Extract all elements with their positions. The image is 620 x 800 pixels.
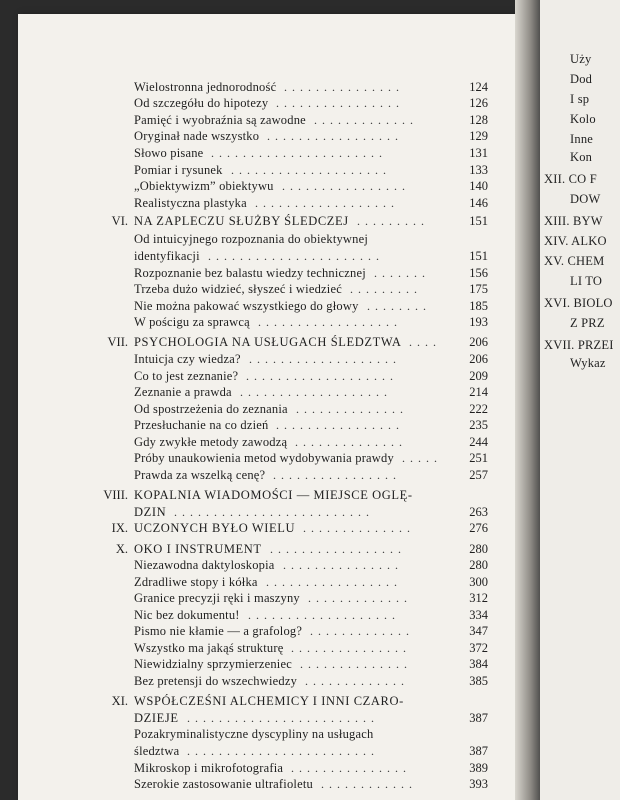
entry-title: Pamięć i wyobraźnia są zawodne <box>134 113 306 127</box>
entry-title: Gdy zwykłe metody zawodzą <box>134 435 288 449</box>
leader-dots: ......... <box>357 214 429 228</box>
toc-subsection-row <box>18 450 523 466</box>
leader-dots: .... <box>409 335 441 349</box>
toc-subsection-row <box>18 640 523 656</box>
entry-title: Zdradliwe stopy i kółka <box>134 575 258 589</box>
toc-subsection-row <box>18 726 523 742</box>
page-number: 146 <box>469 196 488 210</box>
leader-dots: ................. <box>267 129 403 143</box>
entry-title: PSYCHOLOGIA NA USŁUGACH ŚLEDZTWA <box>134 335 402 349</box>
page-number: 334 <box>469 608 488 622</box>
page-number: 300 <box>469 575 488 589</box>
toc-chapter-row <box>18 334 523 350</box>
toc-subsection-row <box>18 776 523 792</box>
entry-title: Niezawodna daktyloskopia <box>134 558 275 572</box>
entry-title: Nic bez dokumentu! <box>134 608 240 622</box>
page-number: 206 <box>469 335 488 349</box>
page-number: 347 <box>469 624 488 638</box>
page-number: 251 <box>469 451 488 465</box>
toc-subsection-row <box>18 112 523 128</box>
entry-title: Zeznanie a prawda <box>134 385 232 399</box>
right-page-text: XIV. ALKO <box>544 234 607 248</box>
leader-dots: ........ <box>367 299 431 313</box>
toc-subsection-row <box>18 743 523 759</box>
leader-dots: ............... <box>291 641 411 655</box>
leader-dots: .............. <box>295 435 407 449</box>
right-page-text: XVII. PRZEI <box>544 338 614 352</box>
entry-title: Od spostrzeżenia do zeznania <box>134 402 288 416</box>
chapter-number: VII. <box>107 335 128 349</box>
entry-title: Bez pretensji do wszechwiedzy <box>134 674 298 688</box>
entry-title: Realistyczna plastyka <box>134 196 247 210</box>
entry-title: Słowo pisane <box>134 146 204 160</box>
page-number: 129 <box>469 129 488 143</box>
page-number: 387 <box>469 744 488 758</box>
toc-subsection-row <box>18 231 523 247</box>
leader-dots: ........................ <box>187 711 379 725</box>
toc-subsection-row <box>18 248 523 264</box>
leader-dots: ..... <box>402 451 442 465</box>
leader-dots: .............. <box>296 402 408 416</box>
page-number: 133 <box>469 163 488 177</box>
entry-title: Co to jest zeznanie? <box>134 369 239 383</box>
page-number: 175 <box>469 282 488 296</box>
right-page-text: Uży <box>570 52 592 66</box>
entry-title: UCZONYCH BYŁO WIELU <box>134 521 296 535</box>
page-number: 280 <box>469 542 488 556</box>
leader-dots: ...................... <box>208 249 384 263</box>
leader-dots: ............. <box>305 674 409 688</box>
entry-title: śledztwa <box>134 744 180 758</box>
entry-title: Od intuicyjnego rozpoznania do obiektywnej <box>134 232 369 246</box>
entry-title: Przesłuchanie na co dzień <box>134 418 269 432</box>
right-page-text: DOW <box>570 192 601 206</box>
toc-subsection-row <box>18 162 523 178</box>
toc-subsection-row <box>18 298 523 314</box>
toc-chapter-row <box>18 520 523 536</box>
entry-title: Wielostronna jednorodność <box>134 80 277 94</box>
toc-subsection-row <box>18 607 523 623</box>
leader-dots: ........................ <box>187 744 379 758</box>
toc-chapter-row <box>18 541 523 557</box>
leader-dots: ................. <box>266 575 402 589</box>
leader-dots: ............. <box>310 624 414 638</box>
toc-subsection-row <box>18 351 523 367</box>
toc-subsection-row <box>18 434 523 450</box>
page-number: 126 <box>469 96 488 110</box>
book-gutter <box>515 0 543 800</box>
toc-chapter-row <box>18 710 523 726</box>
entry-title: DZIN <box>134 505 167 519</box>
leader-dots: ......... <box>350 282 422 296</box>
entry-title: Pomiar i rysunek <box>134 163 223 177</box>
entry-title: Pozakryminalistyczne dyscypliny na usługach <box>134 727 374 741</box>
entry-title: OKO I INSTRUMENT <box>134 542 262 556</box>
entry-title: W pościgu za sprawcą <box>134 315 250 329</box>
leader-dots: ............... <box>291 761 411 775</box>
page-number: 222 <box>469 402 488 416</box>
toc-subsection-row <box>18 673 523 689</box>
page-number: 140 <box>469 179 488 193</box>
page-number: 214 <box>469 385 488 399</box>
right-page-text: Kolo <box>570 112 596 126</box>
page-number: 385 <box>469 674 488 688</box>
toc-subsection-row <box>18 384 523 400</box>
toc-chapter-row <box>18 693 523 709</box>
leader-dots: ...................... <box>211 146 387 160</box>
leader-dots: ............. <box>314 113 418 127</box>
right-page-text: Inne <box>570 132 594 146</box>
entry-title: Szerokie zastosowanie ultrafioletu <box>134 777 313 791</box>
leader-dots: ....... <box>374 266 430 280</box>
leader-dots: ................... <box>248 608 400 622</box>
entry-title: „Obiektywizm” obiektywu <box>134 179 274 193</box>
entry-title: Pismo nie kłamie — a grafolog? <box>134 624 303 638</box>
entry-title: Niewidzialny sprzymierzeniec <box>134 657 292 671</box>
entry-title: Oryginał nade wszystko <box>134 129 260 143</box>
toc-subsection-row <box>18 590 523 606</box>
book-page-right <box>540 0 620 800</box>
leader-dots: ................... <box>246 369 398 383</box>
leader-dots: .................... <box>231 163 391 177</box>
toc-subsection-row <box>18 128 523 144</box>
toc-subsection-row <box>18 368 523 384</box>
entry-title: identyfikacji <box>134 249 200 263</box>
page-number: 372 <box>469 641 488 655</box>
toc-subsection-row <box>18 281 523 297</box>
leader-dots: ............. <box>308 591 412 605</box>
page-number: 235 <box>469 418 488 432</box>
entry-title: Od szczegółu do hipotezy <box>134 96 269 110</box>
leader-dots: ......................... <box>174 505 374 519</box>
entry-title: Prawda za wszelką cenę? <box>134 468 266 482</box>
toc-subsection-row <box>18 417 523 433</box>
entry-title: WSPÓŁCZEŚNI ALCHEMICY I INNI CZARO- <box>134 694 404 708</box>
right-page-text: XIII. BYW <box>544 214 603 228</box>
page-number: 156 <box>469 266 488 280</box>
chapter-number: IX. <box>111 521 128 535</box>
toc-subsection-row <box>18 195 523 211</box>
toc-subsection-row <box>18 557 523 573</box>
chapter-number: VI. <box>111 214 128 228</box>
leader-dots: ................ <box>276 418 404 432</box>
toc-subsection-row <box>18 467 523 483</box>
toc-subsection-row <box>18 760 523 776</box>
toc-subsection-row <box>18 401 523 417</box>
toc-chapter-row <box>18 487 523 503</box>
leader-dots: ............... <box>283 558 403 572</box>
page-number: 276 <box>469 521 488 535</box>
page-number: 263 <box>469 505 488 519</box>
page-number: 387 <box>469 711 488 725</box>
leader-dots: .................. <box>255 196 399 210</box>
page-number: 206 <box>469 352 488 366</box>
toc-subsection-row <box>18 265 523 281</box>
leader-dots: ............ <box>321 777 417 791</box>
page-number: 128 <box>469 113 488 127</box>
entry-title: NA ZAPLECZU SŁUŻBY ŚLEDCZEJ <box>134 214 349 228</box>
page-number: 312 <box>469 591 488 605</box>
page-number: 131 <box>469 146 488 160</box>
page-number: 244 <box>469 435 488 449</box>
entry-title: Mikroskop i mikrofotografia <box>134 761 284 775</box>
toc-subsection-row <box>18 574 523 590</box>
entry-title: KOPALNIA WIADOMOŚCI — MIEJSCE OGLĘ- <box>134 488 413 502</box>
leader-dots: ............... <box>284 80 404 94</box>
toc-chapter-row <box>18 213 523 229</box>
entry-title: Wszystko ma jakąś strukturę <box>134 641 284 655</box>
entry-title: Intuicja czy wiedza? <box>134 352 241 366</box>
entry-title: Próby unaukowienia metod wydobywania prawdy <box>134 451 394 465</box>
page-number: 384 <box>469 657 488 671</box>
toc-subsection-row <box>18 95 523 111</box>
right-page-text: LI TO <box>570 274 603 288</box>
leader-dots: .............. <box>303 521 415 535</box>
leader-dots: ................... <box>249 352 401 366</box>
leader-dots: ................... <box>240 385 392 399</box>
leader-dots: .................. <box>258 315 402 329</box>
toc-subsection-row <box>18 314 523 330</box>
page-number: 393 <box>469 777 488 791</box>
table-of-contents <box>18 14 523 800</box>
page-number: 124 <box>469 80 488 94</box>
leader-dots: ................ <box>273 468 401 482</box>
entry-title: DZIEJE <box>134 711 179 725</box>
right-page-text: XII. CO F <box>544 172 597 186</box>
toc-subsection-row <box>18 656 523 672</box>
page-number: 209 <box>469 369 488 383</box>
toc-subsection-row <box>18 145 523 161</box>
right-page-text: XVI. BIOLO <box>544 296 613 310</box>
chapter-number: X. <box>115 542 128 556</box>
right-page-text: Kon <box>570 150 593 164</box>
entry-title: Rozpoznanie bez balastu wiedzy technicznej <box>134 266 366 280</box>
entry-title: Trzeba dużo widzieć, słyszeć i wiedzieć <box>134 282 342 296</box>
right-page-text: I sp <box>570 92 590 106</box>
chapter-number: VIII. <box>103 488 128 502</box>
toc-subsection-row <box>18 79 523 95</box>
book-page-left <box>18 14 523 800</box>
right-page-text: Z PRZ <box>570 316 605 330</box>
right-page-text: XV. CHEM <box>544 254 605 268</box>
right-page-text: Dod <box>570 72 593 86</box>
toc-chapter-row <box>18 504 523 520</box>
page-number: 193 <box>469 315 488 329</box>
page-number: 185 <box>469 299 488 313</box>
page-number: 280 <box>469 558 488 572</box>
toc-subsection-row <box>18 623 523 639</box>
leader-dots: ................ <box>282 179 410 193</box>
leader-dots: ................. <box>270 542 406 556</box>
right-page-text: Wykaz <box>570 356 606 370</box>
page-number: 151 <box>469 249 488 263</box>
leader-dots: ................ <box>276 96 404 110</box>
toc-subsection-row <box>18 178 523 194</box>
entry-title: Nie można pakować wszystkiego do głowy <box>134 299 359 313</box>
leader-dots: .............. <box>300 657 412 671</box>
page-number: 151 <box>469 214 488 228</box>
page-number: 389 <box>469 761 488 775</box>
page-number: 257 <box>469 468 488 482</box>
chapter-number: XI. <box>111 694 128 708</box>
entry-title: Granice precyzji ręki i maszyny <box>134 591 300 605</box>
